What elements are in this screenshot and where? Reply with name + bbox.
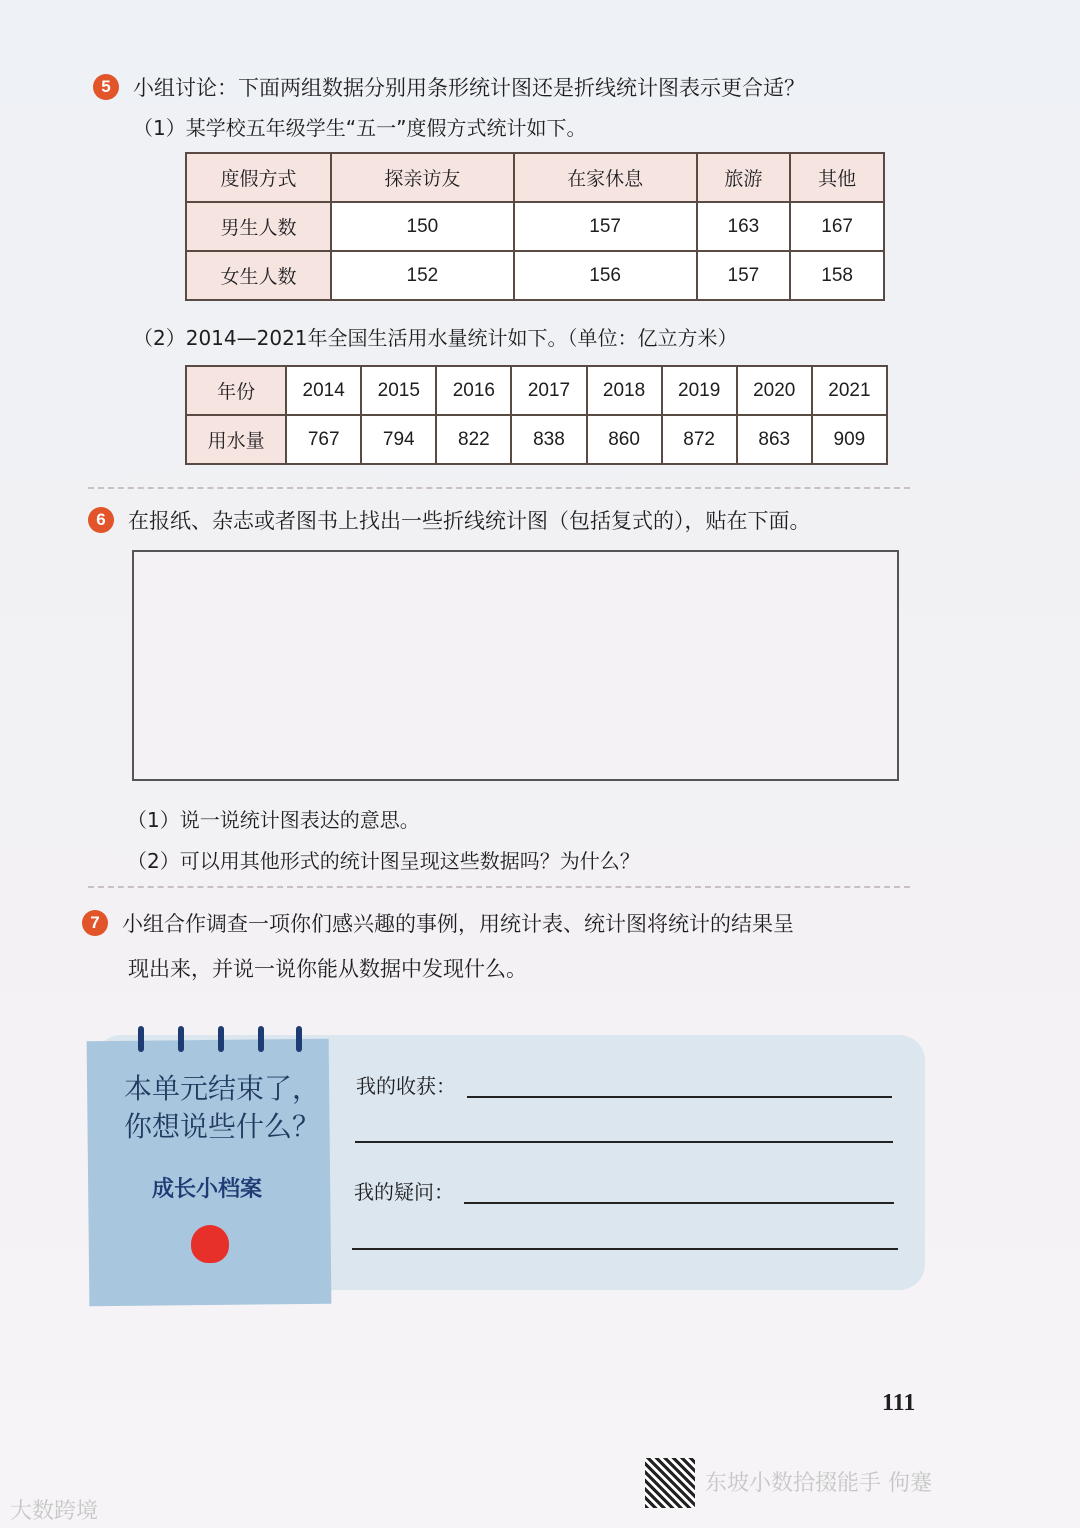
page-number: 111 xyxy=(882,1390,916,1416)
table-cell: 158 xyxy=(790,251,884,300)
ring-icon xyxy=(138,1026,144,1052)
table-cell: 152 xyxy=(331,251,514,300)
question-label: 我的疑问： xyxy=(354,1180,454,1204)
question-number-badge: 7 xyxy=(82,910,108,936)
vacation-table xyxy=(185,152,885,301)
table-cell: 年份 xyxy=(186,366,286,415)
ring-icon xyxy=(178,1026,184,1052)
card-subtitle: 成长小档案 xyxy=(152,1177,263,1202)
question-text: 在报纸、杂志或者图书上找出一些折线统计图（包括复式的），贴在下面。 xyxy=(128,509,811,533)
table-cell: 在家休息 xyxy=(514,153,697,202)
ring-icon xyxy=(296,1026,302,1052)
gain-answer-line[interactable] xyxy=(355,1141,893,1143)
paste-area-box xyxy=(132,550,899,781)
table-cell: 167 xyxy=(790,202,884,251)
question-answer-line[interactable] xyxy=(464,1202,894,1204)
ring-icon xyxy=(218,1026,224,1052)
table-cell: 2017 xyxy=(511,366,586,415)
flower-icon xyxy=(191,1225,229,1263)
question-7 xyxy=(82,908,794,938)
card-title-line: 你想说些什么？ xyxy=(124,1110,321,1143)
water-usage-table xyxy=(185,365,888,465)
card-title-line: 本单元结束了， xyxy=(124,1072,321,1105)
table-cell: 2014 xyxy=(286,366,361,415)
table-cell: 2019 xyxy=(662,366,737,415)
table-cell: 用水量 xyxy=(186,415,286,464)
sub-question: （1）某学校五年级学生“五一”度假方式统计如下。 xyxy=(133,116,587,140)
gain-answer-line[interactable] xyxy=(467,1096,892,1098)
question-text: 小组合作调查一项你们感兴趣的事例，用统计表、统计图将统计的结果呈 xyxy=(122,912,794,936)
question-answer-line[interactable] xyxy=(352,1248,898,1250)
qr-code-icon xyxy=(645,1458,695,1508)
table-cell: 男生人数 xyxy=(186,202,331,251)
question-6 xyxy=(88,505,811,535)
table-cell: 767 xyxy=(286,415,361,464)
table-cell: 2021 xyxy=(812,366,887,415)
table-cell: 150 xyxy=(331,202,514,251)
watermark-left: 大数跨境 xyxy=(10,1499,99,1524)
table-cell: 909 xyxy=(812,415,887,464)
table-cell: 其他 xyxy=(790,153,884,202)
sub-question: （2）可以用其他形式的统计图呈现这些数据吗？为什么？ xyxy=(127,849,640,873)
table-cell: 157 xyxy=(697,251,791,300)
table-cell: 2020 xyxy=(737,366,812,415)
question-text: 小组讨论：下面两组数据分别用条形统计图还是折线统计图表示更合适？ xyxy=(133,76,805,100)
table-cell: 838 xyxy=(511,415,586,464)
table-cell: 163 xyxy=(697,202,791,251)
gain-label: 我的收获： xyxy=(356,1074,456,1098)
table-cell: 822 xyxy=(436,415,511,464)
question-number-badge: 6 xyxy=(88,507,114,533)
table-cell: 157 xyxy=(514,202,697,251)
table-row xyxy=(186,202,884,251)
question-7-line2: 现出来，并说一说你能从数据中发现什么。 xyxy=(128,957,527,981)
divider xyxy=(88,487,910,489)
table-cell: 2016 xyxy=(436,366,511,415)
table-cell: 2018 xyxy=(587,366,662,415)
watermark-right: 东坡小数拾掇能手 佝蹇 xyxy=(705,1471,932,1496)
table-header-row xyxy=(186,153,884,202)
sub-question: （1）说一说统计图表达的意思。 xyxy=(127,808,420,832)
table-cell: 旅游 xyxy=(697,153,791,202)
divider xyxy=(88,886,910,888)
card-title xyxy=(124,1070,320,1146)
question-number-badge: 5 xyxy=(93,74,119,100)
table-cell: 探亲访友 xyxy=(331,153,514,202)
table-cell: 2015 xyxy=(361,366,436,415)
table-cell: 156 xyxy=(514,251,697,300)
sub-question: （2）2014—2021年全国生活用水量统计如下。（单位：亿立方米） xyxy=(133,326,738,350)
table-cell: 度假方式 xyxy=(186,153,331,202)
ring-icon xyxy=(258,1026,264,1052)
table-cell: 女生人数 xyxy=(186,251,331,300)
table-header-row xyxy=(186,366,887,415)
table-cell: 872 xyxy=(662,415,737,464)
question-5 xyxy=(93,72,805,102)
table-cell: 860 xyxy=(587,415,662,464)
table-row xyxy=(186,415,887,464)
table-cell: 794 xyxy=(361,415,436,464)
table-cell: 863 xyxy=(737,415,812,464)
table-row xyxy=(186,251,884,300)
